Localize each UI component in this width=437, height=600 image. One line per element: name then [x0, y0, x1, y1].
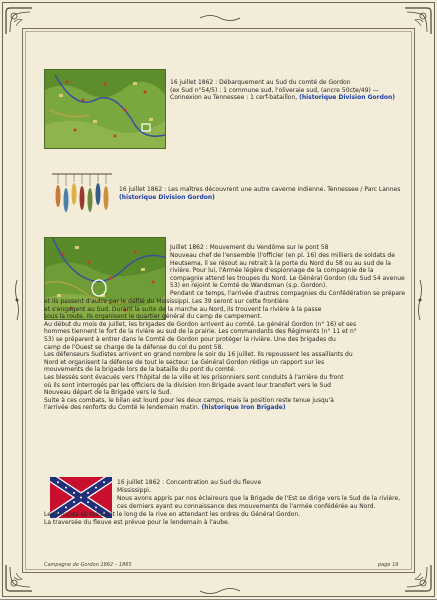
- entry-4-head: [117, 479, 407, 494]
- bottom-ornament: [200, 581, 240, 591]
- entry-3-line: Suite à ces combats, le bilan est lourd pour les deux camps, mais la position reste tenue jusqu'à: [44, 396, 334, 404]
- entry-3-line: et ils passent d'autre par le défilé du Mississippi. Les 39 seront sur cette frontière: [44, 298, 289, 305]
- entry-3-right-lines: [170, 252, 408, 298]
- entry-3-line: Au début du mois de juillet, les brigades de Gordon arrivent au comté. Le général Gordon (n° 16) et ses: [44, 320, 357, 328]
- top-ornament: [200, 8, 240, 18]
- entry-3-full-lines: [44, 298, 410, 412]
- entry-4-line: Nous avons appris par nos éclaireurs que la Brigade de l'Est se dirige vers le Sud de la rivière,: [117, 495, 401, 502]
- corner-ornament-top-left: [4, 6, 34, 36]
- entry-1-date: 16 juillet 1862 : Débarquement au Sud du comté de Gordon: [170, 79, 351, 86]
- entry-3-line: 53) se préparent à entrer dans le Comté de Gordon pour protéger la rivière. Une des brigades du: [44, 335, 336, 343]
- entry-3-line: Pendant ce temps, l'arrivée d'autres compagnies du Confédération se prépare: [170, 289, 406, 297]
- entry-2-history-link[interactable]: (historique Division Gordon): [119, 193, 215, 201]
- footer-page-number: page 19: [378, 562, 399, 568]
- entry-3-line: Nouveau départ de la Brigade vers le Sud.: [44, 389, 172, 397]
- side-ornament-right: [417, 280, 423, 320]
- entry-4-body-full: [44, 511, 410, 526]
- entry-3-history-link[interactable]: (historique Iron Brigade): [201, 404, 286, 412]
- entry-4-body: [117, 495, 409, 510]
- entry-1-line3: Connexion au Tennessee : 1 cerf-bataillon,: [170, 94, 298, 102]
- entry-3-last-line: l'arrivée des renforts du Comté le lendemain matin.: [44, 404, 200, 412]
- entry-4-line: ces derniers ayant eu connaissance des mouvements de l'armée confédérée au Nord.: [117, 502, 376, 510]
- entry-4-date: 16 juillet 1862 : Concentration au Sud du fleuve: [117, 479, 262, 486]
- entry-3-line: Nord et organisent la défense de tout le secteur. Le Général Gordon rédige un rapport sur les: [44, 358, 325, 366]
- entry-2-body: 16 juillet 1862 : Les maîtres découvrent une autre caverne indienne. Tennessee / Parc Lannes: [119, 186, 401, 193]
- entry-3-line: Les blessés sont évacués vers l'hôpital de la ville et les prisonniers sont conduits à l'arrière du front: [44, 373, 344, 381]
- entry-3-header-block: [170, 244, 408, 252]
- corner-ornament-bottom-right: [403, 563, 433, 593]
- entry-3-line: Les défenseurs Sudistes arrivent en grand nombre le soir du 16 juillet. Ils repoussent les assaillants du: [44, 351, 353, 359]
- corner-ornament-top-right: [403, 6, 433, 36]
- entry-3-line: Heutsema, il se résout au retrait à la porte du Nord du 58 ou au sud de la: [170, 259, 391, 267]
- feathers-image: [52, 172, 112, 216]
- entry-3-line: et s'engagent au Sud. Durant la suite de la marche au Nord, ils trouvent la rivière à la passe: [44, 305, 322, 313]
- entry-3-header: Juillet 1862 : Mouvement du Vendôme sur le pont 58: [170, 244, 329, 251]
- entry-2-text: [119, 186, 411, 201]
- corner-ornament-bottom-left: [4, 563, 34, 593]
- entry-3-line: 53) en rejoint le Comté de Wandsman (s.p. Gordon).: [170, 282, 328, 290]
- entry-1-text: [170, 79, 408, 102]
- entry-4-line2: Mississippi.: [117, 486, 151, 494]
- entry-3-line: rivière. Pour lui, l'Armée légère d'espionnage de la compagnie de la: [170, 267, 374, 275]
- entry-1-line2: (ex Sud n°54/5) : 1 commune sud, l'oliveraie sud, (ancre 50cte/49) —: [170, 86, 379, 94]
- entry-4-line: Les troupes se massent le long de la rive en attendant les ordres du Général Gordon.: [44, 511, 301, 518]
- entry-4-line: La traversée du fleuve est prévue pour le lendemain à l'aube.: [44, 518, 230, 526]
- footer-left: Campagne de Gordon 1862 – 1865: [44, 562, 132, 568]
- entry-3-line: sous la route, ils organisent le quartier général du camp de campement.: [44, 313, 262, 321]
- entry-3-line: où ils sont interrogés par les officiers de la division Iron Brigade avant leur transfert vers le Sud: [44, 381, 331, 389]
- entry-3-line: mouvements de la brigade lors de la bataille du pont du comté.: [44, 366, 236, 374]
- entry-1-history-link[interactable]: (historique Division Gordon): [299, 94, 396, 102]
- entry-3-line: hommes tiennent le fort de la rivière au sud de la prairie. Les commandants des Régiments (n° 11 et n°: [44, 328, 357, 336]
- side-ornament-left: [14, 280, 20, 320]
- entry-3-line: camp de l'Ouest se charge de la défense du col du pont 58.: [44, 343, 224, 351]
- map-image-1: [44, 69, 166, 149]
- entry-3-line: Nouveau chef de l'ensemble (l'officier (en pl. 16) des milliers de soldats de: [170, 252, 395, 259]
- entry-3-line: compagnie attend les troupes du Nord. Le Général Gordon (du Sud 54 avenue: [170, 274, 405, 282]
